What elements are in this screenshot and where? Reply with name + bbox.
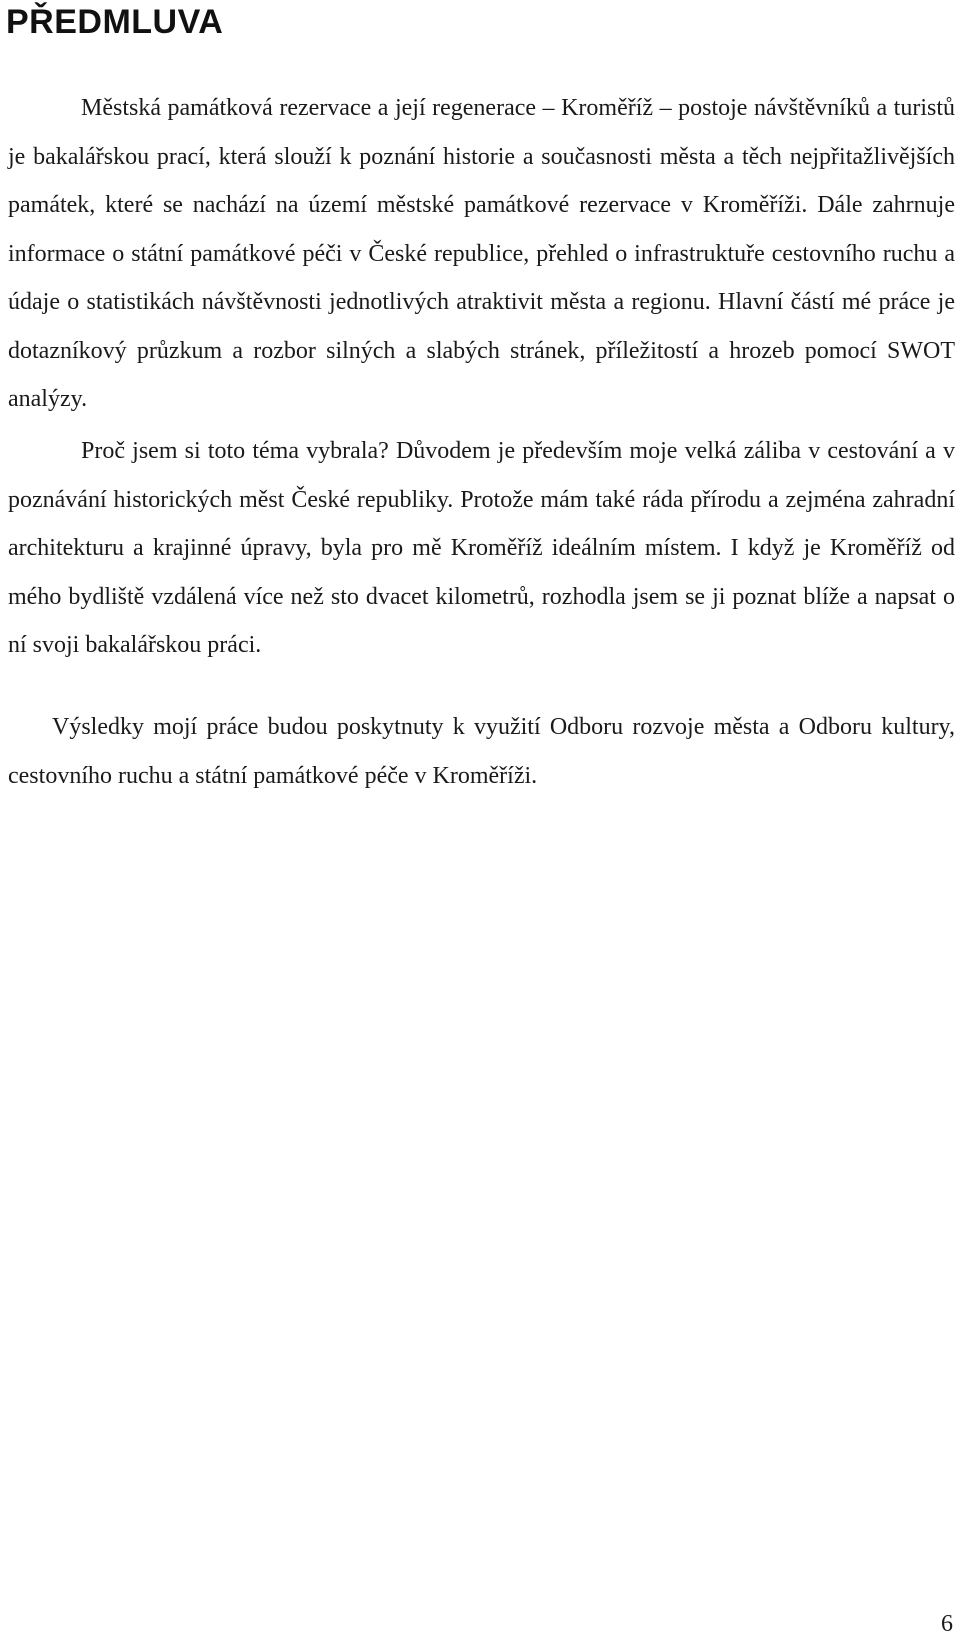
- page-number: 6: [941, 1611, 953, 1637]
- paragraph-intro: Městská památková rezervace a její regenerace – Kroměříž – postoje návštěvníků a turistů je bakalářskou prací, která slouží k poznání historie a současnosti města a těch nejpřitažlivějších památek, které se nachází na území městské památkové rezervace v Kroměříži. Dále zahrnuje informace o státní památkové péči v České republice, přehled o infrastruktuře cestovního ruchu a údaje o statistikách návštěvnosti jednotlivých atraktivit města a regionu. Hlavní částí mé práce je dotazníkový průzkum a rozbor silných a slabých stránek, příležitostí a hrozeb pomocí SWOT analýzy.: [8, 95, 955, 412]
- page-title: PŘEDMLUVA: [6, 3, 224, 41]
- paragraph-motivation: Proč jsem si toto téma vybrala? Důvodem je především moje velká záliba v cestování a v poznávání historických měst České republiky. Protože mám také ráda přírodu a zejména zahradní architekturu a krajinné úpravy, byla pro mě Kroměříž ideálním místem. I když je Kroměříž od mého bydliště vzdálená více než sto dvacet kilometrů, rozhodla jsem se ji poznat blíže a napsat o ní svoji bakalářskou práci.: [8, 438, 955, 658]
- paragraph-results: Výsledky mojí práce budou poskytnuty k využití Odboru rozvoje města a Odboru kultury, cestovního ruchu a státní památkové péče v Kroměříži.: [8, 714, 955, 789]
